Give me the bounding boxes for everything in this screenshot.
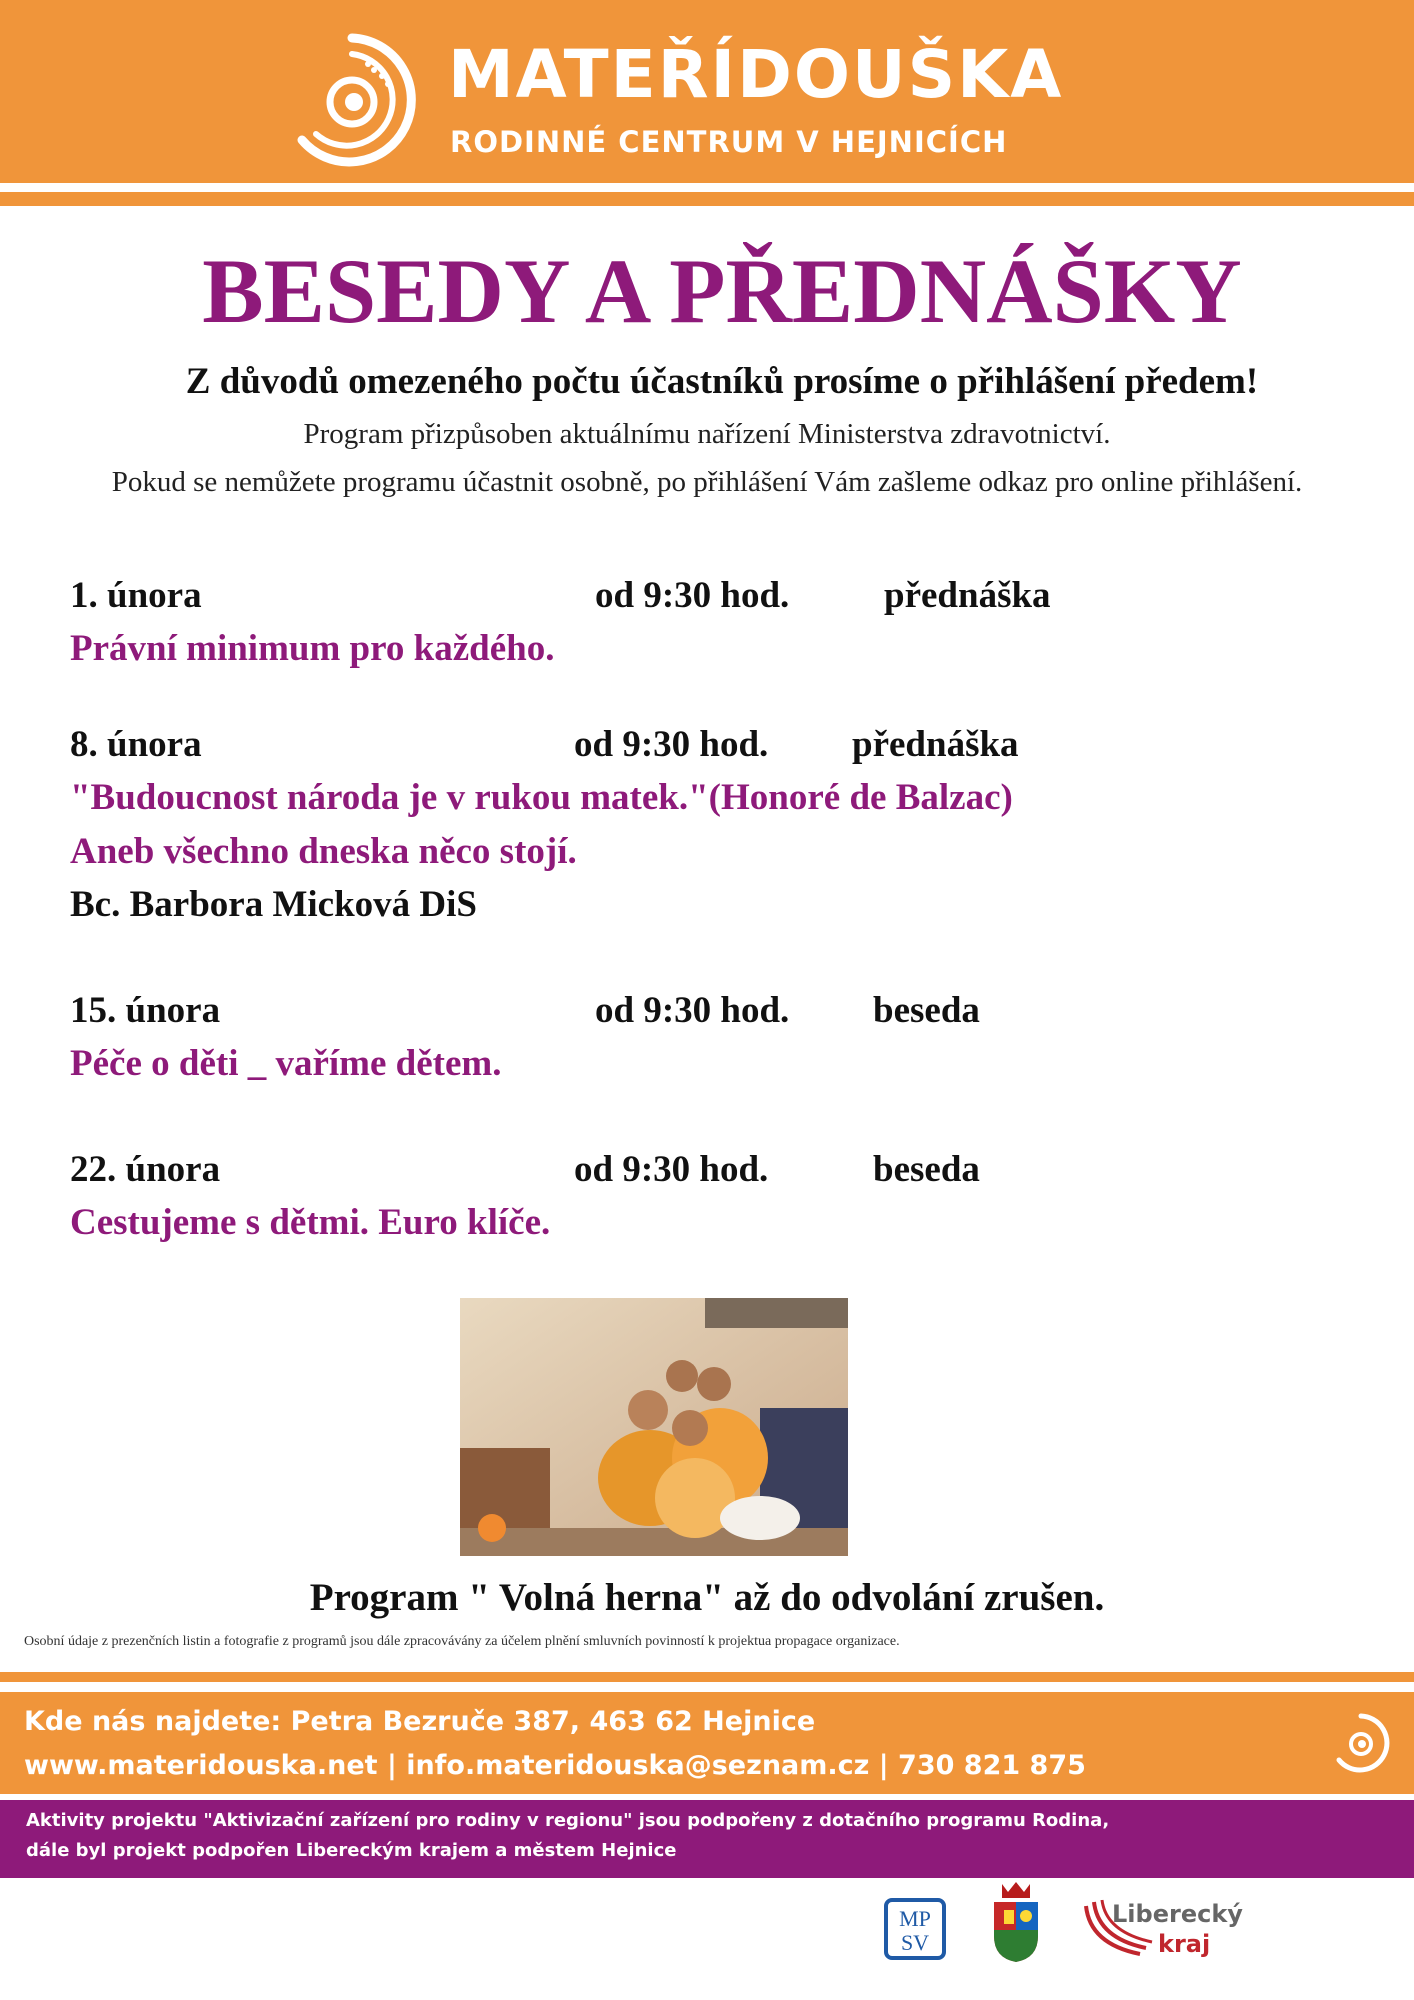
page-title: BESEDY A PŘEDNÁŠKY	[202, 240, 1242, 342]
footer-divider	[0, 1672, 1414, 1682]
event-time: od 9:30 hod.	[595, 575, 790, 616]
event-type: beseda	[873, 1149, 980, 1190]
swirl-logo-icon	[1330, 1712, 1392, 1774]
event-type: beseda	[873, 990, 980, 1031]
online-notice: Pokud se nemůžete programu účastnit osobně, po přihlášení Vám zašleme odkaz pro online přihlášení.	[111, 466, 1303, 498]
regulation-notice: Program přizpůsoben aktuálnímu nařízení Ministerstva zdravotnictví.	[303, 418, 1111, 450]
event-date: 1. února	[70, 575, 202, 616]
event-date: 22. února	[70, 1149, 221, 1190]
registration-notice: Z důvodů omezeného počtu účastníků prosíme o přihlášení předem!	[185, 361, 1259, 402]
mpsv-logo	[884, 1898, 946, 1960]
event-speaker: Bc. Barbora Micková DiS	[70, 884, 477, 925]
mpsv-logo-text: MP	[899, 1906, 931, 1931]
support-text: dále byl projekt podpořen Libereckým krajem a městem Hejnice	[26, 1840, 677, 1861]
header-banner	[0, 0, 1414, 183]
event-type: přednáška	[884, 575, 1051, 616]
event-time: od 9:30 hod.	[595, 990, 790, 1031]
event-type: přednáška	[852, 724, 1019, 765]
cancellation-note: Program " Volná herna" až do odvolání zrušen.	[309, 1576, 1105, 1619]
liberecky-kraj-logo	[1080, 1894, 1243, 1964]
mpsv-logo-text: SV	[900, 1930, 930, 1955]
footer-address: Kde nás najdete: Petra Bezruče 387, 463 62 Hejnice	[24, 1706, 816, 1737]
privacy-note: Osobní údaje z prezenčních listin a fotografie z programů jsou dále zpracovávány za účelem plnění smluvních povinností k projektua propagace organizace.	[24, 1634, 900, 1649]
event-title: Právní minimum pro každého.	[70, 628, 555, 669]
crest-logo-icon	[988, 1880, 1044, 1964]
liberecky-logo-text: kraj	[1158, 1930, 1211, 1958]
event-title: Péče o děti _ vaříme dětem.	[70, 1043, 502, 1084]
brand-name: MATEŘÍDOUŠKA	[448, 36, 1064, 113]
event-title: Cestujeme s dětmi. Euro klíče.	[70, 1202, 551, 1243]
liberecky-logo-text: Liberecký	[1112, 1900, 1243, 1928]
event-time: od 9:30 hod.	[574, 1149, 769, 1190]
header-divider	[0, 192, 1414, 206]
event-date: 8. února	[70, 724, 202, 765]
swirl-logo-icon	[282, 30, 422, 170]
support-text: Aktivity projektu "Aktivizační zařízení pro rodiny v regionu" jsou podpořeny z dotačního programu Rodina,	[26, 1810, 1110, 1831]
event-time: od 9:30 hod.	[574, 724, 769, 765]
footer-contacts: www.materidouska.net | info.materidouska@seznam.cz | 730 821 875	[24, 1750, 1086, 1781]
event-date: 15. února	[70, 990, 221, 1031]
family-photo	[460, 1298, 848, 1556]
brand-subtitle: RODINNÉ CENTRUM V HEJNICÍCH	[450, 125, 1008, 159]
event-title: "Budoucnost národa je v rukou matek."(Honoré de Balzac)	[70, 777, 1013, 818]
event-subtitle: Aneb všechno dneska něco stojí.	[70, 831, 577, 872]
